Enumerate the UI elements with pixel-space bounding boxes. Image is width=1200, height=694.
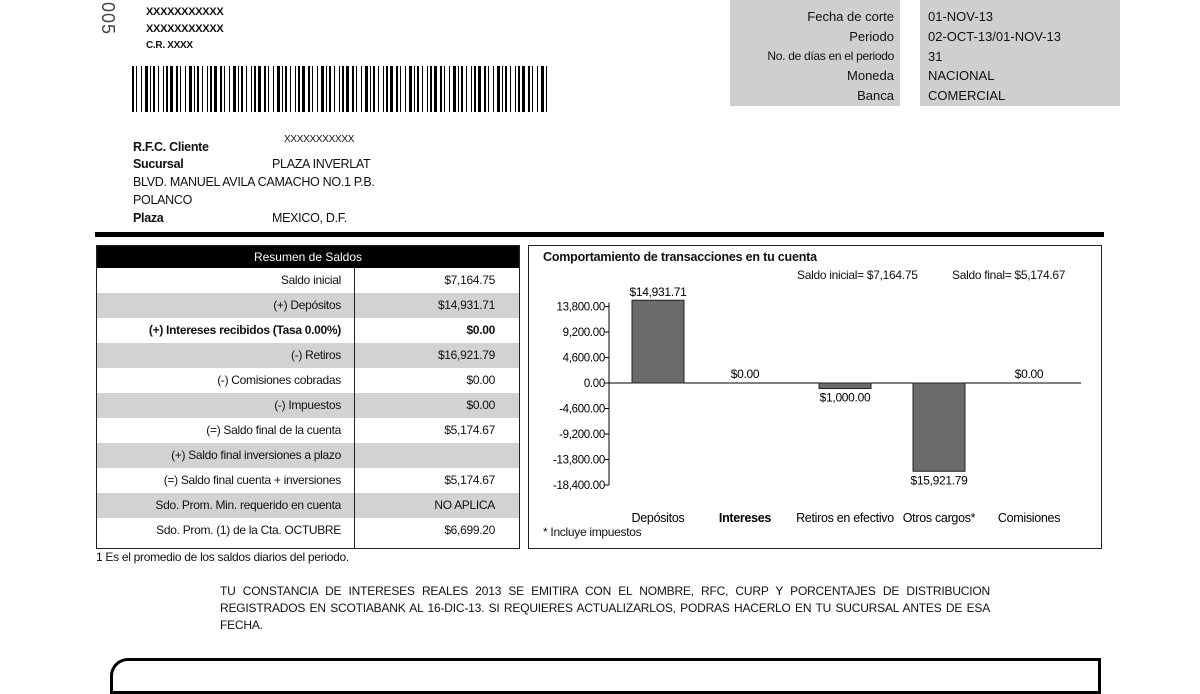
summary-footnote: 1 Es el promedio de los saldos diarios del periodo. — [96, 550, 349, 564]
summary-row: (+) Intereses recibidos (Tasa 0.00%) $0.00 — [148, 323, 495, 337]
side-code: 005 — [98, 2, 118, 36]
sucursal-label: Sucursal — [133, 157, 184, 171]
chart-note: * Incluye impuestos — [543, 525, 642, 539]
bottom-info-box — [110, 658, 1101, 694]
summary-row: (=) Saldo final cuenta + inversiones $5,174.67 — [163, 473, 495, 487]
info-value-dias: 31 — [928, 49, 943, 64]
sucursal-value: PLAZA INVERLAT — [272, 157, 371, 171]
chart-saldo-inicial: Saldo inicial= $7,164.75 — [797, 268, 918, 282]
category-label: Comisiones — [997, 511, 1061, 525]
account-info-box — [730, 0, 1120, 106]
summary-row: (=) Saldo final de la cuenta $5,174.67 — [206, 423, 495, 437]
y-tick-label: 9,200.00 — [562, 327, 605, 339]
summary-row: (+) Depósitos $14,931.71 — [97, 293, 519, 318]
summary-row: (-) Comisiones cobradas $0.00 — [217, 373, 495, 387]
info-label-periodo: Periodo — [849, 29, 894, 44]
y-tick-label: -9,200.00 — [559, 429, 605, 441]
divider-rule — [95, 232, 1104, 237]
y-tick-label: 4,600.00 — [562, 352, 605, 365]
summary-row: Sdo. Prom. Min. requerido en cuenta NO APLICA — [97, 493, 519, 518]
bar — [819, 383, 871, 389]
rfc-value: XXXXXXXXXXX — [284, 134, 355, 145]
data-label: $15,921.79 — [910, 473, 968, 488]
summary-row: (-) Retiros $16,921.79 — [97, 343, 519, 368]
address-line-3: C.R. XXXX — [146, 40, 193, 51]
info-value-moneda: NACIONAL — [928, 68, 995, 83]
y-tick-label: 13,800.00 — [556, 301, 605, 314]
branch-address-line2: POLANCO — [133, 193, 193, 207]
summary-table — [96, 245, 520, 549]
transactions-chart — [528, 245, 1102, 549]
info-value-banca: COMERCIAL — [928, 88, 1006, 103]
chart-title: Comportamiento de transacciones en tu cuenta — [543, 250, 817, 264]
bar — [913, 383, 965, 471]
y-tick-label: -13,800.00 — [553, 454, 605, 467]
info-label-banca: Banca — [857, 88, 894, 103]
info-value-fecha: 01-NOV-13 — [928, 9, 994, 24]
summary-row: Saldo inicial $7,164.75 — [280, 273, 495, 287]
address-line-1: XXXXXXXXXXX — [146, 6, 224, 18]
info-label-moneda: Moneda — [847, 68, 894, 83]
info-value-periodo: 02-OCT-13/01-NOV-13 — [928, 29, 1061, 44]
plaza-label: Plaza — [133, 211, 164, 225]
data-label: $14,931.71 — [629, 285, 687, 300]
address-line-2: XXXXXXXXXXX — [146, 23, 224, 35]
data-label: $0.00 — [1014, 367, 1044, 381]
summary-title: Resumen de Saldos — [97, 246, 519, 268]
chart-plot — [529, 246, 1101, 548]
barcode — [132, 66, 550, 112]
data-label: $0.00 — [730, 367, 760, 381]
category-label: Retiros en efectivo — [796, 511, 894, 525]
y-tick-label: -18,400.00 — [553, 480, 605, 492]
branch-address-line1: BLVD. MANUEL AVILA CAMACHO NO.1 P.B. — [133, 175, 375, 189]
y-tick-label: -4,600.00 — [559, 403, 605, 416]
info-label-fecha: Fecha de corte — [807, 9, 894, 24]
category-label: Otros cargos* — [902, 511, 976, 525]
notice-text: TU CONSTANCIA DE INTERESES REALES 2013 SE EMITIRA CON EL NOMBRE, RFC, CURP Y PORCENTAJES DE DISTRIBUCION REGISTRADOS EN SCOTIABANK AL 16-DIC-13. SI REQUIERES ACTUALIZARLOS, PODRAS HACERLO EN TU SUCURSAL ANTES DE ESA FECHA. — [220, 584, 990, 632]
y-tick-label: 0.00 — [583, 378, 605, 390]
summary-row: (-) Impuestos $0.00 — [97, 393, 519, 418]
summary-row: Sdo. Prom. (1) de la Cta. OCTUBRE $6,699.20 — [156, 523, 495, 537]
summary-row: (+) Saldo final inversiones a plazo — [97, 443, 519, 468]
category-label: Intereses — [718, 511, 772, 525]
category-label: Depósitos — [631, 511, 685, 525]
data-label: $1,000.00 — [819, 390, 871, 405]
rfc-label: R.F.C. Cliente — [133, 140, 209, 154]
plaza-value: MEXICO, D.F. — [272, 211, 347, 225]
chart-saldo-final: Saldo final= $5,174.67 — [952, 268, 1066, 282]
bar — [632, 300, 684, 383]
info-label-dias: No. de días en el periodo — [767, 49, 894, 63]
